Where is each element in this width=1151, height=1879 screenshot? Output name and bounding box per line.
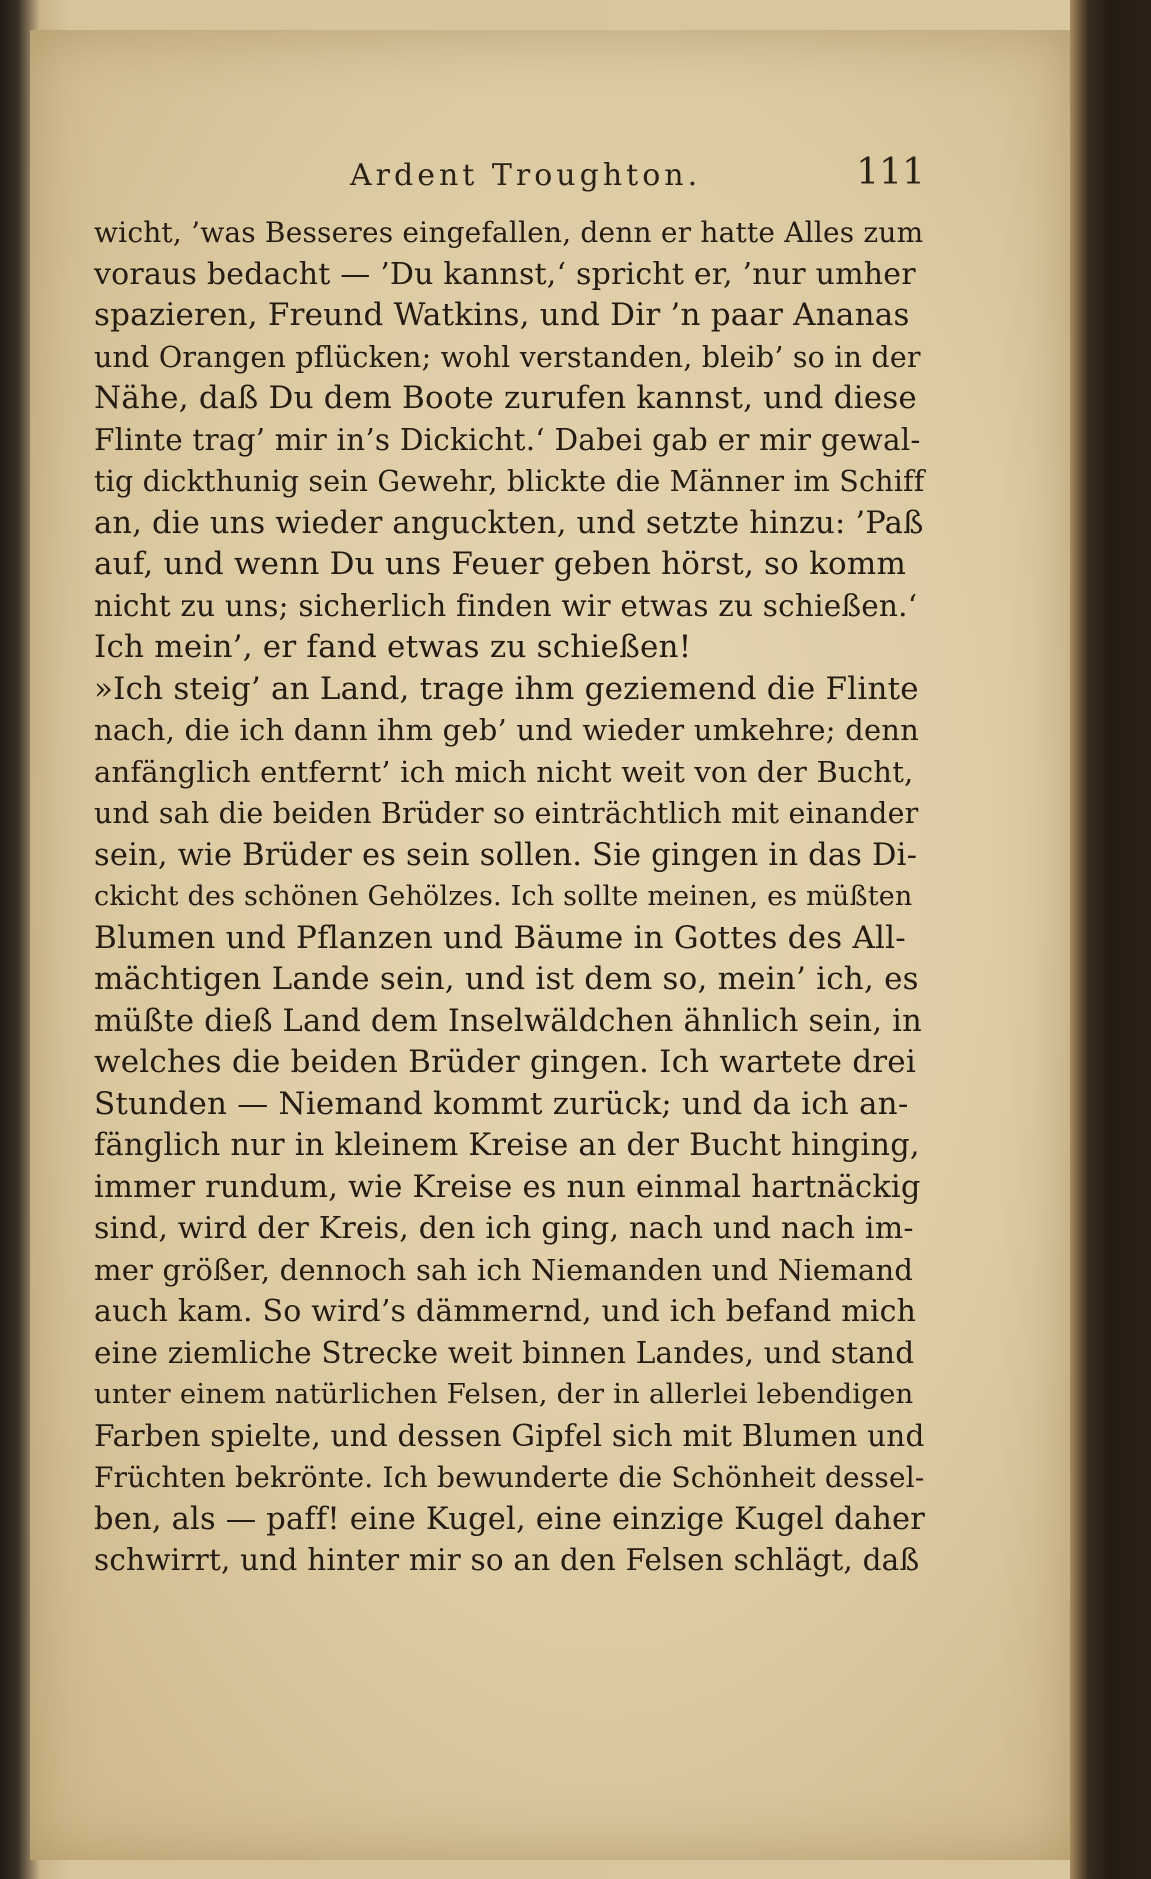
text-line: und Orangen pflücken; wohl verstanden, bleib’ so in der [94,340,921,374]
page-number: 111 [856,152,925,193]
text-line: »Ich steig’ an Land, trage ihm geziemend die Flinte [94,670,919,707]
text-line: nach, die ich dann ihm geb’ und wieder umkehre; denn [94,713,920,747]
text-line: fänglich nur in kleinem Kreise an der Bucht hinging, [94,1128,920,1163]
text-line: Stunden — Niemand kommt zurück; und da ich an- [94,1085,909,1122]
text-line: Blumen und Pflanzen und Bäume in Gottes des All- [94,919,906,956]
text-line: Farben spielte, und dessen Gipfel sich mit Blumen und [94,1418,925,1453]
text-line: Flinte trag’ mir in’s Dickicht.‘ Dabei gab er mir gewal- [94,422,921,457]
text-line: anfänglich entfernt’ ich mich nicht weit von der Bucht, [94,754,914,789]
text-line: spazieren, Freund Watkins, und Dir ’n paar Ananas [94,297,910,333]
text-line: Früchten bekrönte. Ich bewunderte die Schönheit dessel- [94,1461,925,1494]
text-line: müßte dieß Land dem Inselwäldchen ähnlich sein, in [94,1003,922,1039]
body-text [94,212,926,1582]
text-line: ckicht des schönen Gehölzes. Ich sollte meinen, es müßten [94,881,913,912]
text-line: immer rundum, wie Kreise es nun einmal hartnäckig [94,1169,921,1205]
text-line: Nähe, daß Du dem Boote zurufen kannst, und diese [94,380,917,416]
text-line: tig dickthunig sein Gewehr, blickte die Männer im Schiff [94,465,925,498]
text-line: mer größer, dennoch sah ich Niemanden und Niemand [94,1252,914,1287]
text-line: welches die beiden Brüder gingen. Ich wartete drei [94,1044,916,1080]
text-line: sind, wird der Kreis, den ich ging, nach und nach im- [94,1211,914,1246]
text-line: eine ziemliche Strecke weit binnen Landes, und stand [94,1335,915,1370]
text-line: nicht zu uns; sicherlich finden wir etwas zu schießen.‘ [94,588,918,623]
text-line: wicht, ’was Besseres eingefallen, denn er hatte Alles zum [94,216,924,249]
text-line: schwirrt, und hinter mir so an den Felsen schlägt, daß [94,1543,920,1577]
text-line: auf, und wenn Du uns Feuer geben hörst, so komm [94,546,907,582]
text-line: sein, wie Brüder es sein sollen. Sie gingen in das Di- [94,837,918,873]
page-header [90,152,925,198]
running-title: Ardent Troughton. [350,158,702,193]
text-line: Ich mein’, er fand etwas zu schießen! [94,629,692,665]
text-line: an, die uns wieder anguckten, und setzte hinzu: ’Paß [94,505,924,541]
text-line: ben, als — paff! eine Kugel, eine einzige Kugel daher [94,1501,926,1537]
book-edge [1070,0,1151,1879]
text-line: auch kam. So wird’s dämmernd, und ich befand mich [94,1294,917,1329]
text-line: unter einem natürlichen Felsen, der in allerlei lebendigen [94,1378,914,1410]
text-line: mächtigen Lande sein, und ist dem so, mein’ ich, es [94,961,919,997]
text-line: voraus bedacht — ’Du kannst,‘ spricht er, ’nur umher [94,256,916,292]
text-line: und sah die beiden Brüder so einträchtlich mit einander [94,797,919,830]
